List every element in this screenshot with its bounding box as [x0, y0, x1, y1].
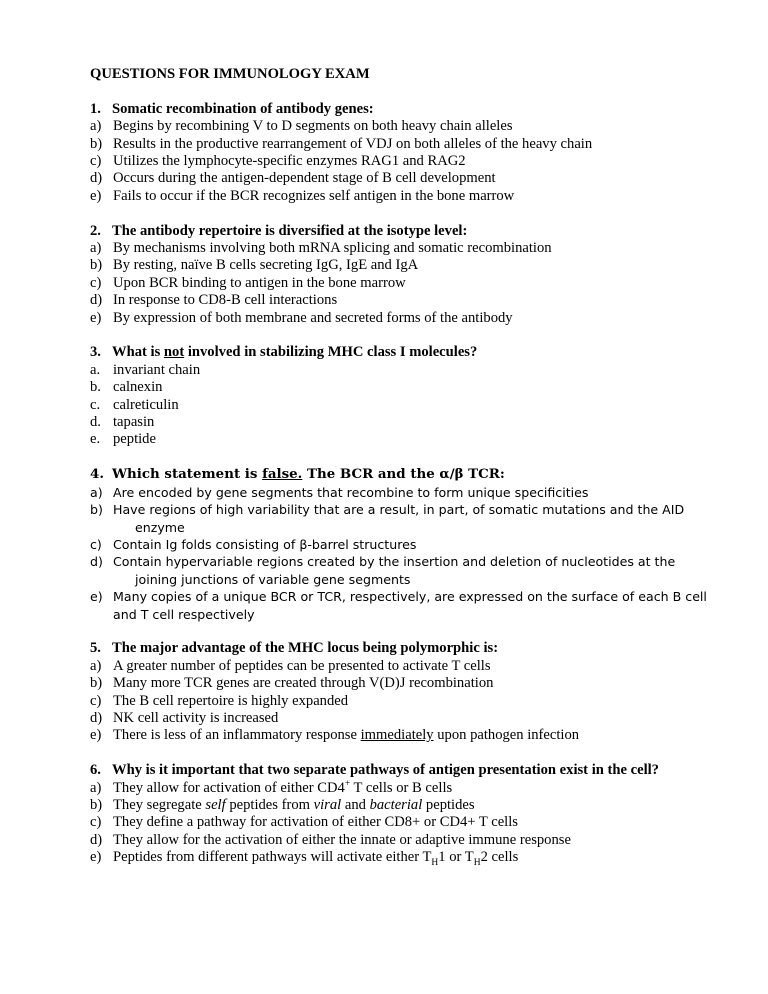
- question-5: [90, 640, 730, 744]
- answer-option: b) Have regions of high variability that are a result, in part, of somatic mutations and the AID enzyme: [90, 502, 685, 535]
- answer-option: a) By mechanisms involving both mRNA splicing and somatic recombination: [90, 240, 552, 257]
- answer-option: a) Are encoded by gene segments that recombine to form unique specificities: [90, 484, 589, 500]
- question-text: Why is it important that two separate pathways of antigen presentation exist in the cell?: [112, 762, 659, 779]
- answer-option: d) NK cell activity is increased: [90, 709, 279, 726]
- answer-option: b. calnexin: [90, 379, 163, 396]
- answer-option: b) Many more TCR genes are created through V(D)J recombination: [90, 675, 494, 692]
- continuation-line: enzyme: [135, 519, 185, 535]
- answer-option: d) Contain hypervariable regions created by the insertion and deletion of nucleotides at the joining junctions of variable gene segments: [90, 554, 676, 587]
- answer-option: e) Many copies of a unique BCR or TCR, respectively, are expressed on the surface of each B cell and T cell respectively: [90, 589, 707, 622]
- answer-option: a) A greater number of peptides can be presented to activate T cells: [90, 657, 491, 674]
- question-text: Somatic recombination of antibody genes:: [112, 100, 374, 117]
- answer-option: b) They segregate self peptides from viral and bacterial peptides: [90, 796, 475, 813]
- question-number: 3.: [90, 344, 101, 361]
- answer-option: d) They allow for the activation of either the innate or adaptive immune response: [90, 831, 571, 848]
- exam-page: [90, 66, 730, 867]
- answer-option: d) In response to CD8-B cell interactions: [90, 292, 338, 309]
- question-text: The antibody repertoire is diversified at the isotype level:: [112, 222, 468, 239]
- answer-option: c. calreticulin: [90, 396, 179, 413]
- answer-option: b) By resting, naïve B cells secreting IgG, IgE and IgA: [90, 257, 419, 274]
- question-6-stem: [90, 762, 730, 779]
- question-2: [90, 223, 730, 327]
- answer-option: e) Peptides from different pathways will activate either $T_H1$ or $T_H2$ cells: [90, 849, 519, 869]
- answer-option: e. peptide: [90, 431, 156, 448]
- answer-option: e) There is less of an inflammatory response immediately upon pathogen infection: [90, 727, 580, 744]
- question-2-stem: [90, 223, 730, 240]
- answer-option: e) By expression of both membrane and secreted forms of the antibody: [90, 309, 513, 326]
- emphasis-underline: not: [163, 344, 185, 361]
- answer-option: d. tapasin: [90, 414, 155, 431]
- question-3-stem: [90, 344, 730, 361]
- question-1: [90, 101, 730, 205]
- continuation-line: and T cell respectively: [113, 606, 255, 622]
- answer-option: a) They allow for activation of either CD4+ T cells or B cells: [90, 778, 453, 796]
- question-text: Which statement is false. The BCR and the α/β TCR:: [112, 466, 505, 483]
- question-4: [90, 466, 730, 623]
- question-number: 1.: [90, 100, 101, 117]
- answer-option: c) They define a pathway for activation of either CD8+ or CD4+ T cells: [90, 814, 518, 831]
- emphasis-underline: immediately: [360, 727, 434, 744]
- answer-option: a. invariant chain: [90, 361, 201, 378]
- question-1-stem: [90, 101, 730, 118]
- question-4-stem: [90, 466, 730, 483]
- question-5-stem: [90, 640, 730, 657]
- answer-option: e) Fails to occur if the BCR recognizes self antigen in the bone marrow: [90, 187, 515, 204]
- answer-option: c) The B cell repertoire is highly expanded: [90, 692, 349, 709]
- answer-option: c) Contain Ig folds consisting of β-barrel structures: [90, 536, 417, 552]
- answer-option: d) Occurs during the antigen-dependent stage of B cell development: [90, 170, 496, 187]
- page-title: QUESTIONS FOR IMMUNOLOGY EXAM: [90, 66, 370, 82]
- question-text: What is not involved in stabilizing MHC class I molecules?: [112, 344, 478, 361]
- answer-option: b) Results in the productive rearrangement of VDJ on both alleles of the heavy chain: [90, 135, 593, 152]
- question-3: [90, 344, 730, 448]
- emphasis-underline: false.: [262, 466, 303, 483]
- question-number: 4.: [90, 466, 104, 483]
- question-text: The major advantage of the MHC locus being polymorphic is:: [112, 640, 499, 657]
- answer-option: c) Upon BCR binding to antigen in the bone marrow: [90, 274, 406, 291]
- question-number: 2.: [90, 222, 101, 239]
- continuation-line: joining junctions of variable gene segments: [135, 571, 411, 587]
- answer-option: a) Begins by recombining V to D segments on both heavy chain alleles: [90, 118, 513, 135]
- answer-option: c) Utilizes the lymphocyte-specific enzymes RAG1 and RAG2: [90, 153, 466, 170]
- question-number: 5.: [90, 640, 101, 657]
- question-number: 6.: [90, 762, 101, 779]
- question-6: [90, 762, 730, 869]
